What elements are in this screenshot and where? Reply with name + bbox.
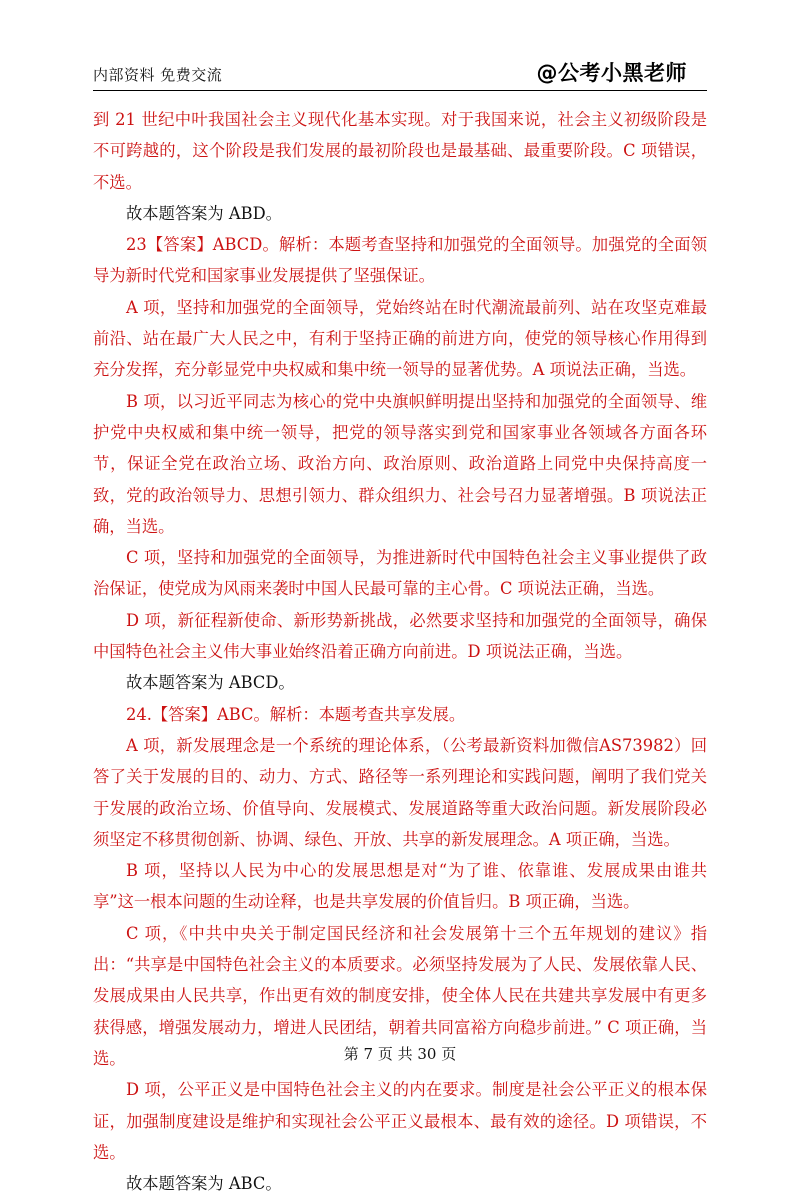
paragraph-q23-option-b: B 项，以习近平同志为核心的党中央旗帜鲜明提出坚持和加强党的全面领导、维护党中央权威和集中统一领导，把党的领导落实到党和国家事业各领域各方面各环节，保证全党在政治立场、政治方向、政治原则、政治道路上同党中央保持高度一致，党的政治领导力、思想引领力、群众组织力、社会号召力显著增强。B 项说法正确，当选。 [93, 391, 707, 536]
paragraph-q24-option-a: A 项，新发展理念是一个系统的理论体系，（公考最新资料加微信AS73982）回答了关于发展的目的、动力、方式、路径等一系列理论和实践问题，阐明了我们党关于发展的政治立场、价值导向、发展模式、发展道路等重大政治问题。新发展阶段必须坚定不移贯彻创新、协调、绿色、开放、共享的新发展理念。A 项正确，当选。 [93, 735, 707, 849]
paragraph-q23-intro: 23【答案】ABCD。解析：本题考查坚持和加强党的全面领导。加强党的全面领导为新时代党和国家事业发展提供了坚强保证。 [93, 235, 707, 286]
paragraph-q22-answer: 故本题答案为 ABD。 [126, 203, 282, 223]
paragraph-q24-option-d: D 项，公平正义是中国特色社会主义的内在要求。制度是社会公平正义的根本保证，加强制度建设是维护和实现社会公平正义最根本、最有效的途径。D 项错误，不选。 [93, 1080, 707, 1162]
paragraph-q24-option-c: C 项，《中共中央关于制定国民经济和社会发展第十三个五年规划的建议》指出：“共享是中国特色社会主义的本质要求。必须坚持发展为了人民、发展依靠人民、发展成果由人民共享，作出更有效的制度安排，使全体人民在共建共享发展中有更多获得感，增强发展动力，增进人民团结，朝着共同富裕方向稳步前进。” C 项正确，当选。 [93, 923, 707, 1068]
paragraph-q24-answer: 故本题答案为 ABC。 [126, 1174, 282, 1194]
paragraph-q23-option-c: C 项，坚持和加强党的全面领导，为推进新时代中国特色社会主义事业提供了政治保证，使党成为风雨来袭时中国人民最可靠的主心骨。C 项说法正确，当选。 [93, 548, 707, 599]
document-body [93, 104, 707, 1199]
page-header [93, 58, 707, 91]
paragraph-q23-option-a: A 项，坚持和加强党的全面领导，党始终站在时代潮流最前列、站在攻坚克难最前沿、站在最广大人民之中，有利于坚持正确的前进方向，使党的领导核心作用得到充分发挥，充分彰显党中央权威和集中统一领导的显著优势。A 项说法正确，当选。 [93, 297, 707, 380]
paragraph-q22-continued: 到 21 世纪中叶我国社会主义现代化基本实现。对于我国来说，社会主义初级阶段是不可跨越的，这个阶段是我们发展的最初阶段也是最基础、最重要阶段。C 项错误，不选。 [93, 110, 707, 192]
paragraph-q23-option-d: D 项，新征程新使命、新形势新挑战，必然要求坚持和加强党的全面领导，确保中国特色社会主义伟大事业始终沿着正确方向前进。D 项说法正确，当选。 [93, 610, 707, 662]
paragraph-q24-intro: 24.【答案】ABC。解析：本题考查共享发展。 [126, 704, 466, 724]
header-left-label: 内部资料 免费交流 [93, 66, 223, 84]
page-number-footer: 第 7 页 共 30 页 [343, 1045, 457, 1063]
paragraph-q24-option-b: B 项，坚持以人民为中心的发展思想是对“为了谁、依靠谁、发展成果由谁共享”这一根本问题的生动诠释，也是共享发展的价值旨归。B 项正确，当选。 [93, 861, 707, 912]
header-watermark-author: @公考小黑老师 [536, 61, 687, 85]
paragraph-q23-answer: 故本题答案为 ABCD。 [126, 673, 295, 693]
